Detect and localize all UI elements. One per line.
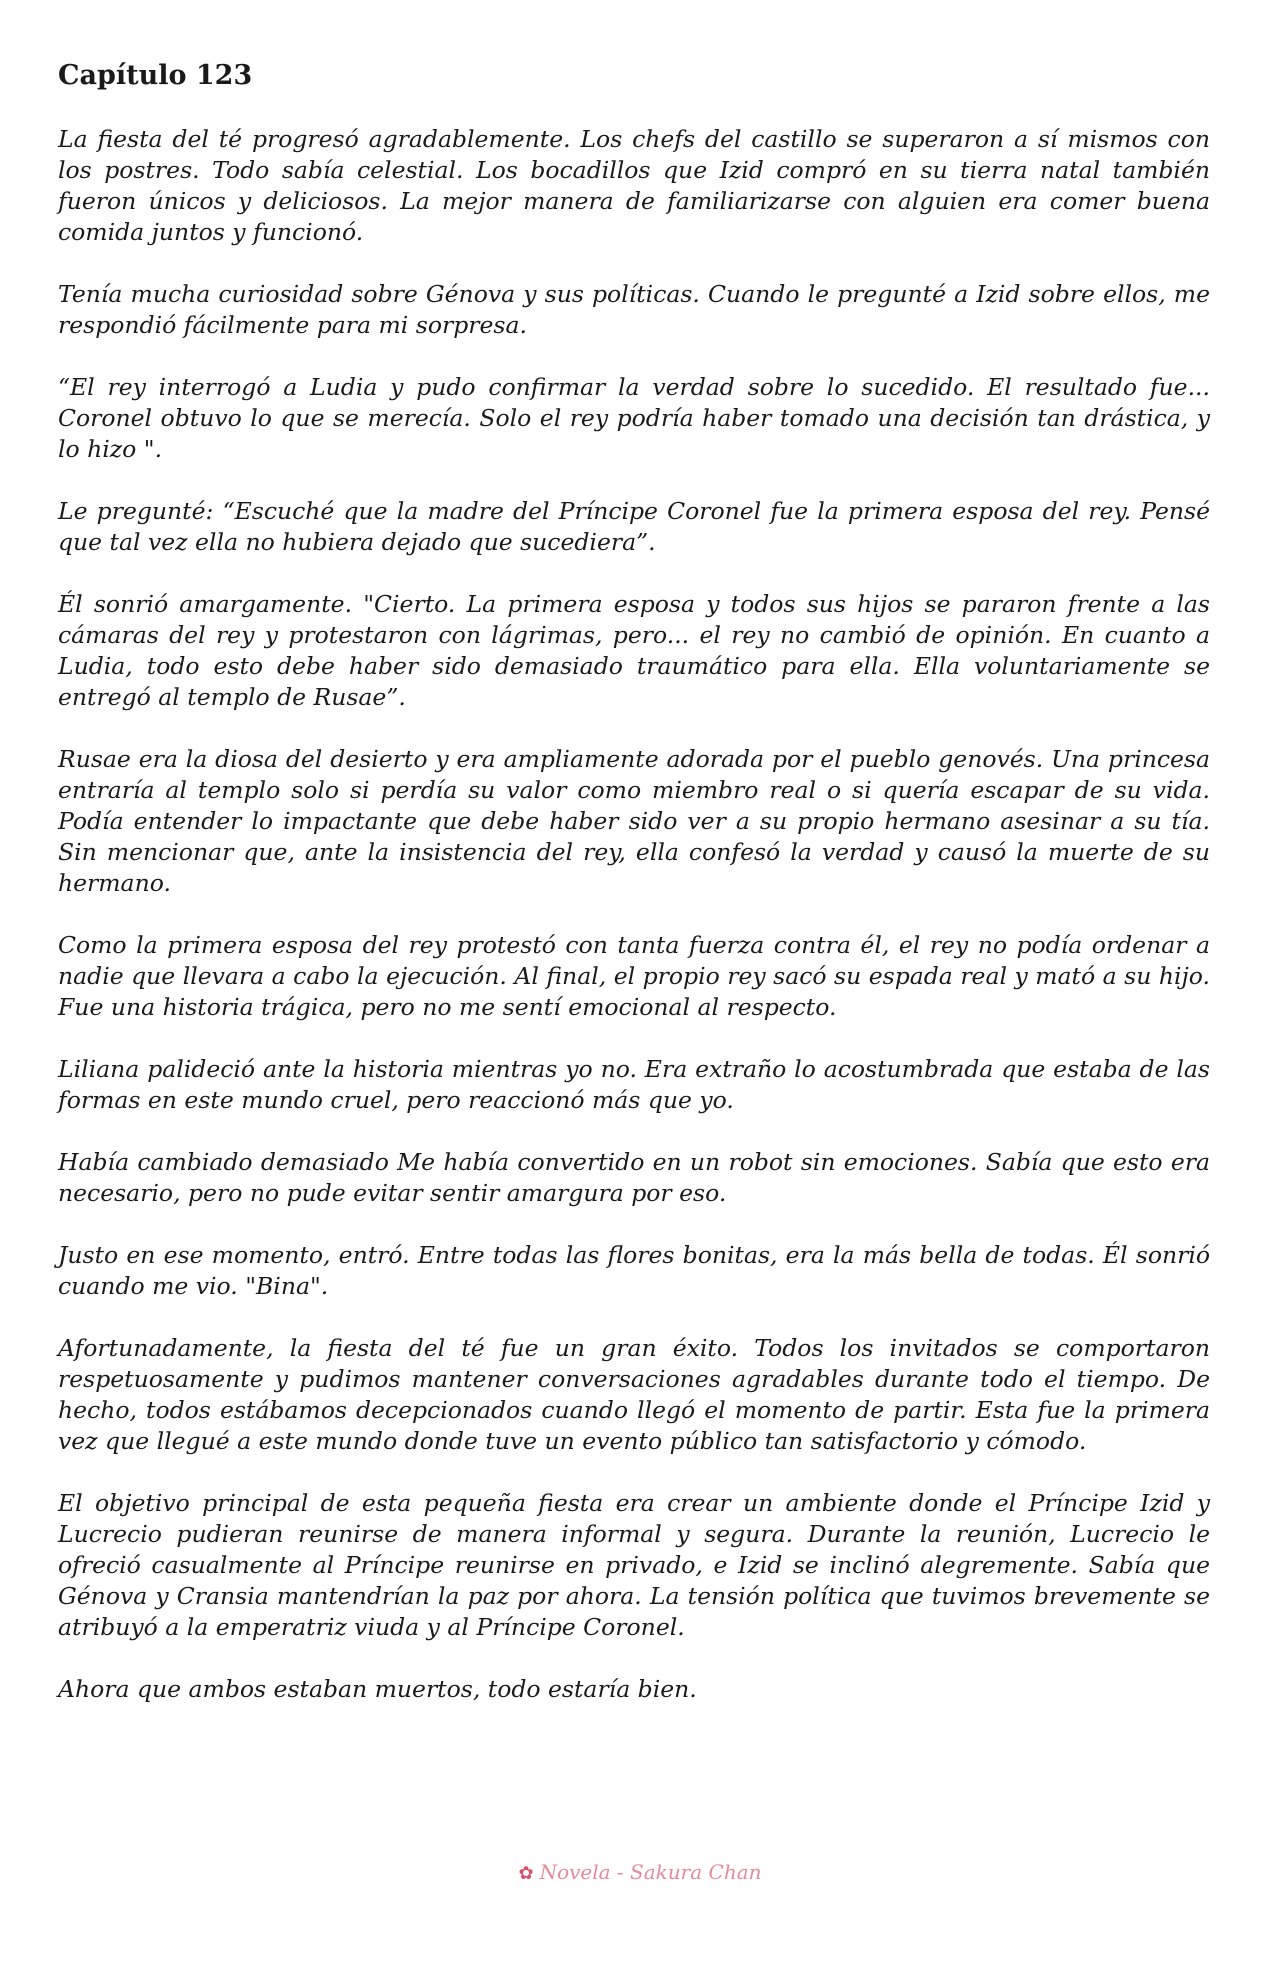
paragraph: Le pregunté: “Escuché que la madre del Príncipe Coronel fue la primera esposa del rey. Pensé que tal vez ella no hubiera dejado que sucediera”. bbox=[58, 497, 1210, 556]
chapter-body bbox=[58, 124, 1210, 1705]
footer-watermark bbox=[0, 1860, 1280, 1884]
paragraph: Tenía mucha curiosidad sobre Génova y sus políticas. Cuando le pregunté a Izid sobre ellos, me respondió fácilmente para mi sorpresa. bbox=[58, 280, 1210, 339]
paragraph: “El rey interrogó a Ludia y pudo confirmar la verdad sobre lo sucedido. El resultado fue... Coronel obtuvo lo que se merecía. Solo el rey podría haber tomado una decisión tan drástica, y lo hizo ". bbox=[58, 373, 1210, 463]
chapter-title: Capítulo 123 bbox=[58, 60, 253, 91]
paragraph: Liliana palideció ante la historia mientras yo no. Era extraño lo acostumbrada que estaba de las formas en este mundo cruel, pero reaccionó más que yo. bbox=[58, 1055, 1210, 1114]
paragraph: Había cambiado demasiado Me había convertido en un robot sin emociones. Sabía que esto era necesario, pero no pude evitar sentir amargura por eso. bbox=[58, 1148, 1210, 1207]
paragraph: Ahora que ambos estaban muertos, todo estaría bien. bbox=[58, 1675, 697, 1703]
paragraph: Rusae era la diosa del desierto y era ampliamente adorada por el pueblo genovés. Una princesa entraría al templo solo si perdía su valor como miembro real o si quería escapar de su vida. Podía entender lo impactante que debe haber sido ver a su propio hermano asesinar a su tía. Sin mencionar que, ante la insistencia del rey, ella confesó la verdad y causó la muerte de su hermano. bbox=[58, 745, 1210, 897]
paragraph: Afortunadamente, la fiesta del té fue un gran éxito. Todos los invitados se comportaron respetuosamente y pudimos mantener conversaciones agradables durante todo el tiempo. De hecho, todos estábamos decepcionados cuando llegó el momento de partir. Esta fue la primera vez que llegué a este mundo donde tuve un evento público tan satisfactorio y cómodo. bbox=[58, 1334, 1210, 1455]
paragraph: Él sonrió amargamente. "Cierto. La primera esposa y todos sus hijos se pararon frente a las cámaras del rey y protestaron con lágrimas, pero... el rey no cambió de opinión. En cuanto a Ludia, todo esto debe haber sido demasiado traumático para ella. Ella voluntariamente se entregó al templo de Rusae”. bbox=[58, 590, 1210, 711]
sakura-flower-icon: ✿ bbox=[518, 1863, 534, 1884]
paragraph: El objetivo principal de esta pequeña fiesta era crear un ambiente donde el Príncipe Izid y Lucrecio pudieran reunirse de manera informal y segura. Durante la reunión, Lucrecio le ofreció casualmente al Príncipe reunirse en privado, e Izid se inclinó alegremente. Sabía que Génova y Cransia mantendrían la paz por ahora. La tensión política que tuvimos brevemente se atribuyó a la emperatriz viuda y al Príncipe Coronel. bbox=[58, 1489, 1210, 1641]
paragraph: Justo en ese momento, entró. Entre todas las flores bonitas, era la más bella de todas. Él sonrió cuando me vio. "Bina". bbox=[58, 1241, 1210, 1300]
paragraph: La fiesta del té progresó agradablemente. Los chefs del castillo se superaron a sí mismos con los postres. Todo sabía celestial. Los bocadillos que Izid compró en su tierra natal también fueron únicos y deliciosos. La mejor manera de familiarizarse con alguien era comer buena comida juntos y funcionó. bbox=[58, 125, 1210, 246]
paragraph: Como la primera esposa del rey protestó con tanta fuerza contra él, el rey no podía ordenar a nadie que llevara a cabo la ejecución. Al final, el propio rey sacó su espada real y mató a su hijo. Fue una historia trágica, pero no me sentí emocional al respecto. bbox=[58, 931, 1210, 1021]
document-page bbox=[58, 58, 1210, 1736]
watermark-text: Novela - Sakura Chan bbox=[539, 1860, 762, 1884]
